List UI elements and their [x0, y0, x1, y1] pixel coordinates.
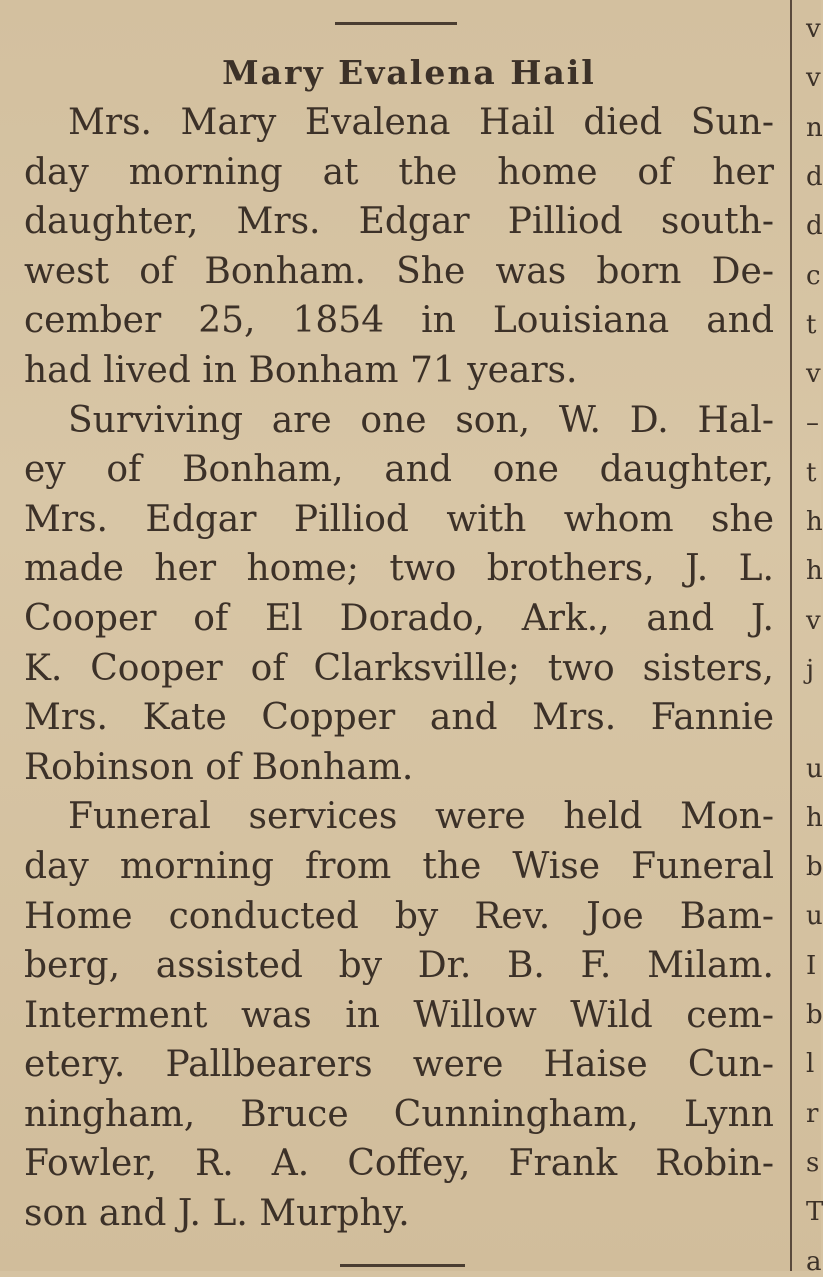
- adjacent-column-letter: h: [806, 556, 823, 587]
- adjacent-column-letter: b: [806, 1000, 823, 1030]
- text-line: had lived in Bonham 71 years.: [24, 349, 578, 391]
- text-line: ningham, Bruce Cunningham, Lynn: [24, 1093, 774, 1135]
- text-line: Cooper of El Dorado, Ark., and J.: [24, 597, 774, 639]
- adjacent-column-letter: r: [806, 1098, 819, 1129]
- adjacent-column-letter: u: [806, 753, 823, 784]
- text-line: Mrs. Mary Evalena Hail died Sun-: [68, 102, 774, 143]
- adjacent-column-letter: T: [806, 1197, 823, 1228]
- adjacent-column-fragment: [798, 0, 823, 1277]
- text-line: ey of Bonham, and one daughter,: [24, 449, 774, 491]
- text-line: day morning from the Wise Funeral: [24, 845, 774, 887]
- adjacent-column-letter: h: [806, 507, 823, 537]
- adjacent-column-letter: v: [806, 359, 821, 390]
- adjacent-column-letter: d: [806, 161, 823, 192]
- text-line: day morning at the home of her: [24, 151, 774, 193]
- text-line: Home conducted by Rev. Joe Bam-: [24, 895, 774, 937]
- text-line: Mrs. Kate Copper and Mrs. Fannie: [24, 697, 774, 739]
- headline: Mary Evalena Hail: [222, 53, 596, 92]
- adjacent-column-letter: v: [806, 605, 821, 636]
- obituary-article: [24, 48, 774, 1239]
- adjacent-column-letter: a: [806, 1246, 822, 1277]
- text-line: Robinson of Bonham.: [24, 746, 414, 788]
- text-line: etery. Pallbearers were Haise Cun-: [24, 1044, 774, 1086]
- column-divider-rule: [790, 0, 792, 1271]
- adjacent-column-letter: u: [806, 901, 823, 932]
- adjacent-column-letter: l: [806, 1049, 815, 1080]
- adjacent-column-letter: t: [806, 309, 817, 340]
- adjacent-column-letter: d: [806, 211, 823, 242]
- adjacent-column-letter: h: [806, 802, 823, 833]
- text-line: Surviving are one son, W. D. Hal-: [68, 399, 774, 441]
- text-line: berg, assisted by Dr. B. F. Milam.: [24, 945, 774, 987]
- text-line: cember 25, 1854 in Louisiana and: [24, 300, 774, 342]
- adjacent-column-letter: I: [806, 950, 817, 981]
- adjacent-column-letter: –: [806, 408, 819, 439]
- adjacent-column-letter: s: [806, 1147, 820, 1178]
- text-line: daughter, Mrs. Edgar Pilliod south-: [24, 201, 774, 243]
- bottom-divider-rule: [340, 1264, 465, 1267]
- text-line: made her home; two brothers, J. L.: [24, 548, 774, 590]
- text-line: Funeral services were held Mon-: [68, 796, 774, 838]
- adjacent-column-letter: b: [806, 852, 823, 883]
- text-line: Mrs. Edgar Pilliod with whom she: [24, 498, 774, 540]
- adjacent-column-letter: c: [806, 260, 821, 291]
- text-line: Fowler, R. A. Coffey, Frank Robin-: [24, 1143, 774, 1185]
- text-line: son and J. L. Murphy.: [24, 1193, 410, 1235]
- adjacent-column-letter: n: [806, 112, 823, 143]
- adjacent-column-letter: v: [806, 63, 821, 94]
- article-body: [24, 98, 774, 1239]
- adjacent-column-letter: j: [806, 654, 815, 685]
- text-line: Interment was in Willow Wild cem-: [24, 994, 774, 1036]
- adjacent-column-letter: v: [806, 14, 821, 44]
- adjacent-column-letter: t: [806, 457, 817, 488]
- text-line: K. Cooper of Clarksville; two sisters,: [24, 647, 774, 689]
- text-line: west of Bonham. She was born De-: [24, 250, 774, 292]
- top-divider-rule: [335, 22, 457, 25]
